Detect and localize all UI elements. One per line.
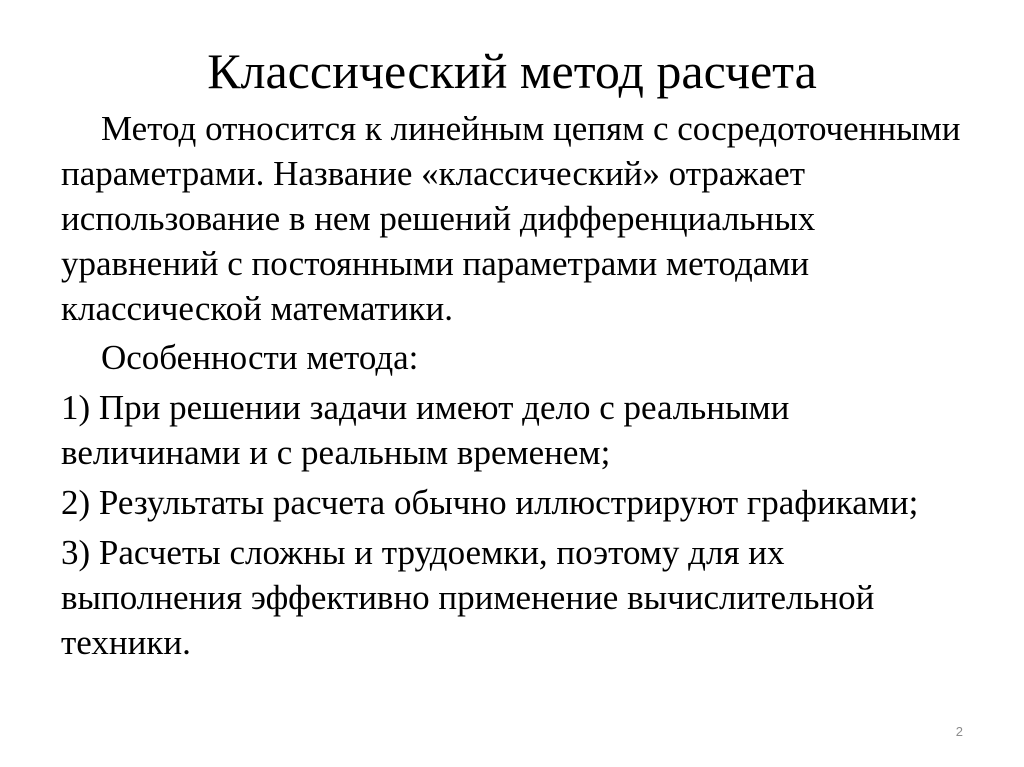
feature-number: 3) xyxy=(61,533,91,572)
features-heading: Особенности метода: xyxy=(101,338,419,377)
page-number: 2 xyxy=(955,724,963,739)
feature-text: Результаты расчета обычно иллюстрируют графиками; xyxy=(98,483,919,522)
intro-paragraph: Метод относится к линейным цепям с сосредоточенными параметрами. Название «классический» отражает использование в нем решений дифференциальных уравнений с постоянными параметрами методами классической математики. xyxy=(61,109,961,328)
slide-title: Классический метод расчета xyxy=(207,43,817,99)
feature-item-3 xyxy=(61,530,961,665)
feature-text: Расчеты сложны и трудоемки, поэтому для их выполнения эффективно применение вычислительной техники. xyxy=(61,533,875,662)
feature-item-2 xyxy=(61,480,961,525)
feature-number: 1) xyxy=(61,388,91,427)
feature-item-1 xyxy=(61,385,961,475)
feature-number: 2) xyxy=(61,483,91,522)
slide-body xyxy=(61,106,961,665)
feature-text: При решении задачи имеют дело с реальными величинами и с реальным временем; xyxy=(61,388,790,472)
